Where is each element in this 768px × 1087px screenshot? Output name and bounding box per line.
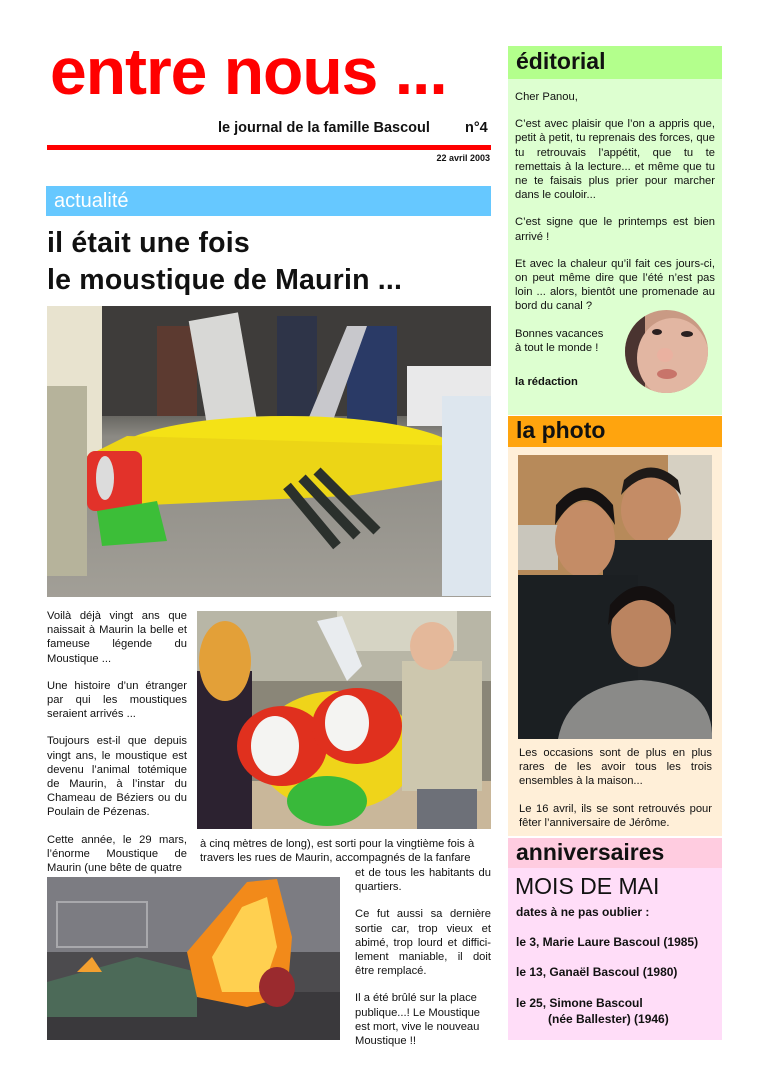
three-siblings-photo [518, 455, 712, 739]
anniversaires-label: anniversaires [516, 839, 665, 865]
editorial-signature: la rédaction [515, 376, 578, 389]
mosquito-float-image [47, 306, 491, 597]
newspaper-masthead: entre nous ... [50, 34, 447, 108]
la-photo-section-header [508, 416, 722, 447]
masthead-divider [47, 145, 491, 150]
burning-image [47, 877, 340, 1040]
article-spanning-line-2: travers les rues de Maurin, accompagnés de la fanfare [200, 852, 471, 864]
anniversaires-intro: dates à ne pas oublier : [516, 905, 650, 919]
birthday-entry: le 3, Marie Laure Bascoul (1985) [516, 935, 699, 949]
la-photo-paragraph: Les occasions sont de plus en plus rares de les avoir tous les trois ensembles à la maison... [519, 747, 712, 788]
la-photo-label: la photo [516, 417, 606, 443]
issue-number: n°4 [465, 120, 488, 136]
article-paragraph: Il a été brûlé sur la place publique...! Le Moustique est mort, vive le nouveau Moustique !! [355, 992, 481, 1048]
baby-face-image [625, 310, 708, 393]
editorial-closing-line-2: à tout le monde ! [515, 341, 599, 354]
headline-line-2: le moustique de Maurin ... [47, 264, 403, 296]
editorial-section-header [508, 46, 722, 79]
article-headline [47, 225, 402, 299]
birthday-entry-continuation: (née Ballester) (1946) [548, 1012, 669, 1026]
issue-date: 22 avril 2003 [436, 153, 490, 163]
editorial-label: éditorial [516, 48, 606, 74]
article-paragraph: Voilà déjà vingt ans que naissait à Maurin la belle et fameuse légende du Moustique ... [47, 610, 187, 665]
article-column-3 [355, 866, 491, 1061]
la-photo-paragraph: Le 16 avril, ils se sont retrouvés pour fêter l’anniversaire de Jérôme. [519, 802, 712, 829]
editorial-greeting: Cher Panou, [515, 91, 578, 103]
actualite-label: actualité [54, 190, 129, 212]
mosquito-float-photo [47, 306, 491, 597]
editorial-paragraph: Et avec la chaleur qu’il fait ces jours-ci, on peut même dire que l’été n’est pas loin ... alors, bientôt une promenade au bord du canal ? [515, 257, 715, 313]
birthday-entry: le 13, Ganaël Bascoul (1980) [516, 965, 678, 979]
baby-portrait-photo [625, 310, 708, 393]
article-paragraph: Toujours est-il que depuis vingt ans, le moustique est devenu l’animal totémique de Maurin, à l’instar du Chameau de Béziers ou du Poulain de Pézenas. [47, 735, 187, 819]
editorial-paragraph: C’est avec plaisir que l’on a appris que, petit à petit, tu reprenais des forces, que tu retrouvais l’appétit, que tu te remettais à la lecture... et même que tu ne te faisais plus prier pour marcher dans le couloir... [515, 118, 715, 202]
newspaper-subtitle: le journal de la famille Bascoul [218, 120, 430, 136]
article-paragraph: et de tous les habitants du quartiers. [355, 867, 491, 894]
article-paragraph: Une histoire d’un étranger par qui les moustiques seraient arrivés ... [47, 679, 187, 721]
headline-line-1: il était une fois [47, 227, 250, 259]
anniversaires-month: MOIS DE MAI [515, 873, 660, 899]
article-paragraph: Cette année, le 29 mars, l’énorme Moustique de Maurin (une bête de quatre [47, 833, 187, 875]
la-photo-text [519, 746, 712, 830]
mosquito-burning-photo [47, 877, 340, 1040]
birthday-entry: le 25, Simone Bascoul [516, 996, 643, 1010]
article-paragraph: Ce fut aussi sa dernière sortie car, trop vieux et abimé, trop lourd et diffici-lement maniable, il doit être remplacé. [355, 908, 491, 978]
editorial-paragraph: C’est signe que le printemps est bien arrivé ! [515, 216, 715, 243]
actualite-section-header [46, 186, 491, 216]
mosquito-head-carried-photo [197, 611, 491, 829]
article-spanning-line-1: à cinq mètres de long), est sorti pour la vingtième fois à [200, 838, 475, 850]
article-column-1 [47, 609, 187, 875]
siblings-image [518, 455, 712, 739]
mosquito-head-image [197, 611, 491, 829]
anniversaires-section-header [508, 838, 722, 868]
editorial-closing-line-1: Bonnes vacances [515, 327, 604, 340]
